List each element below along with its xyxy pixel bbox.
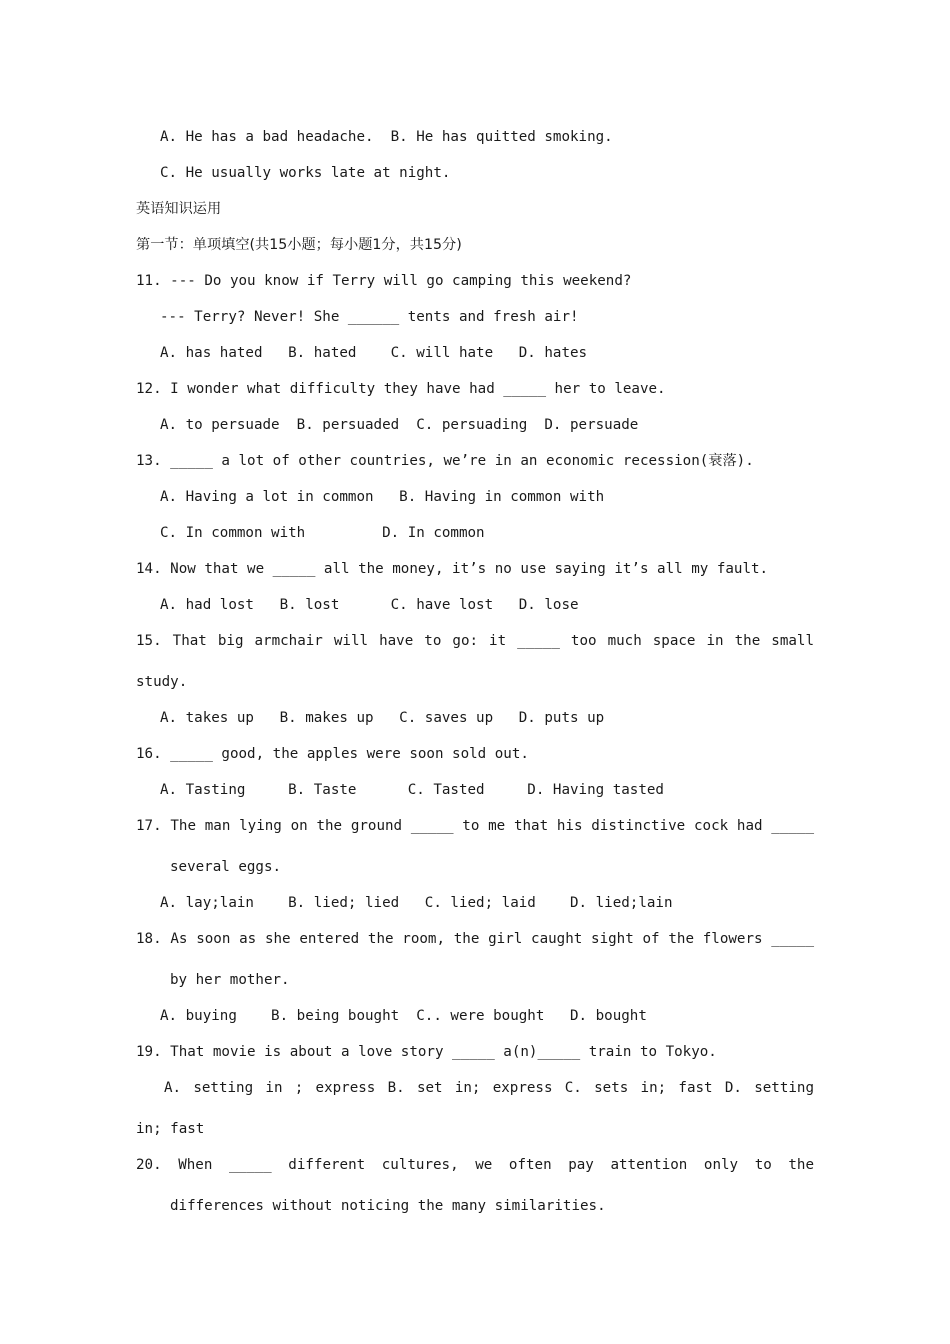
question-13-stem: 13. _____ a lot of other countries, we’re in an economic recession(衰落). (136, 453, 754, 469)
question-19-stem: 19. That movie is about a love story _____ a(n)_____ train to Tokyo. (136, 1044, 717, 1060)
question-15-options: A. takes up B. makes up C. saves up D. puts up (160, 710, 605, 726)
section-subtitle: 第一节：单项填空(共15小题；每小题1分，共15分) (136, 237, 462, 253)
question-13-options-2: C. In common with D. In common (160, 525, 485, 541)
question-14-stem: 14. Now that we _____ all the money, it’s no use saying it’s all my fault. (136, 561, 769, 577)
section-title: 英语知识运用 (136, 201, 222, 217)
question-20-stem-2: differences without noticing the many similarities. (170, 1198, 606, 1214)
question-16-stem: 16. _____ good, the apples were soon sold out. (136, 746, 529, 762)
prev-options-line-2: C. He usually works late at night. (160, 165, 451, 181)
question-17-options: A. lay;lain B. lied; lied C. lied; laid D. lied;lain (160, 895, 673, 911)
question-11-stem: 11. --- Do you know if Terry will go camping this weekend? (136, 273, 632, 289)
question-17-stem: 17. The man lying on the ground _____ to me that his distinctive cock had _____ (136, 818, 814, 834)
question-11-stem-2: --- Terry? Never! She ______ tents and fresh air! (160, 309, 579, 325)
question-12-options: A. to persuade B. persuaded C. persuading D. persuade (160, 417, 639, 433)
question-15-stem: 15. That big armchair will have to go: it _____ too much space in the small (136, 633, 814, 649)
question-20-stem: 20. When _____ different cultures, we often pay attention only to the (136, 1157, 814, 1173)
question-13-options-1: A. Having a lot in common B. Having in common with (160, 489, 605, 505)
question-17-stem-2: several eggs. (170, 859, 282, 875)
question-18-options: A. buying B. being bought C.. were bought D. bought (160, 1008, 647, 1024)
question-18-stem: 18. As soon as she entered the room, the girl caught sight of the flowers _____ (136, 931, 814, 947)
prev-options-line-1: A. He has a bad headache. B. He has quitted smoking. (160, 129, 613, 145)
question-18-stem-2: by her mother. (170, 972, 290, 988)
question-14-options: A. had lost B. lost C. have lost D. lose (160, 597, 579, 613)
question-12-stem: 12. I wonder what difficulty they have had _____ her to leave. (136, 381, 666, 397)
question-11-options: A. has hated B. hated C. will hate D. hates (160, 345, 588, 361)
question-19-options-1: A. setting in ; express B. set in; express C. sets in; fast D. setting (164, 1080, 814, 1096)
question-16-options: A. Tasting B. Taste C. Tasted D. Having tasted (160, 782, 664, 798)
question-19-options-2: in; fast (136, 1121, 205, 1137)
question-15-stem-2: study. (136, 674, 188, 690)
